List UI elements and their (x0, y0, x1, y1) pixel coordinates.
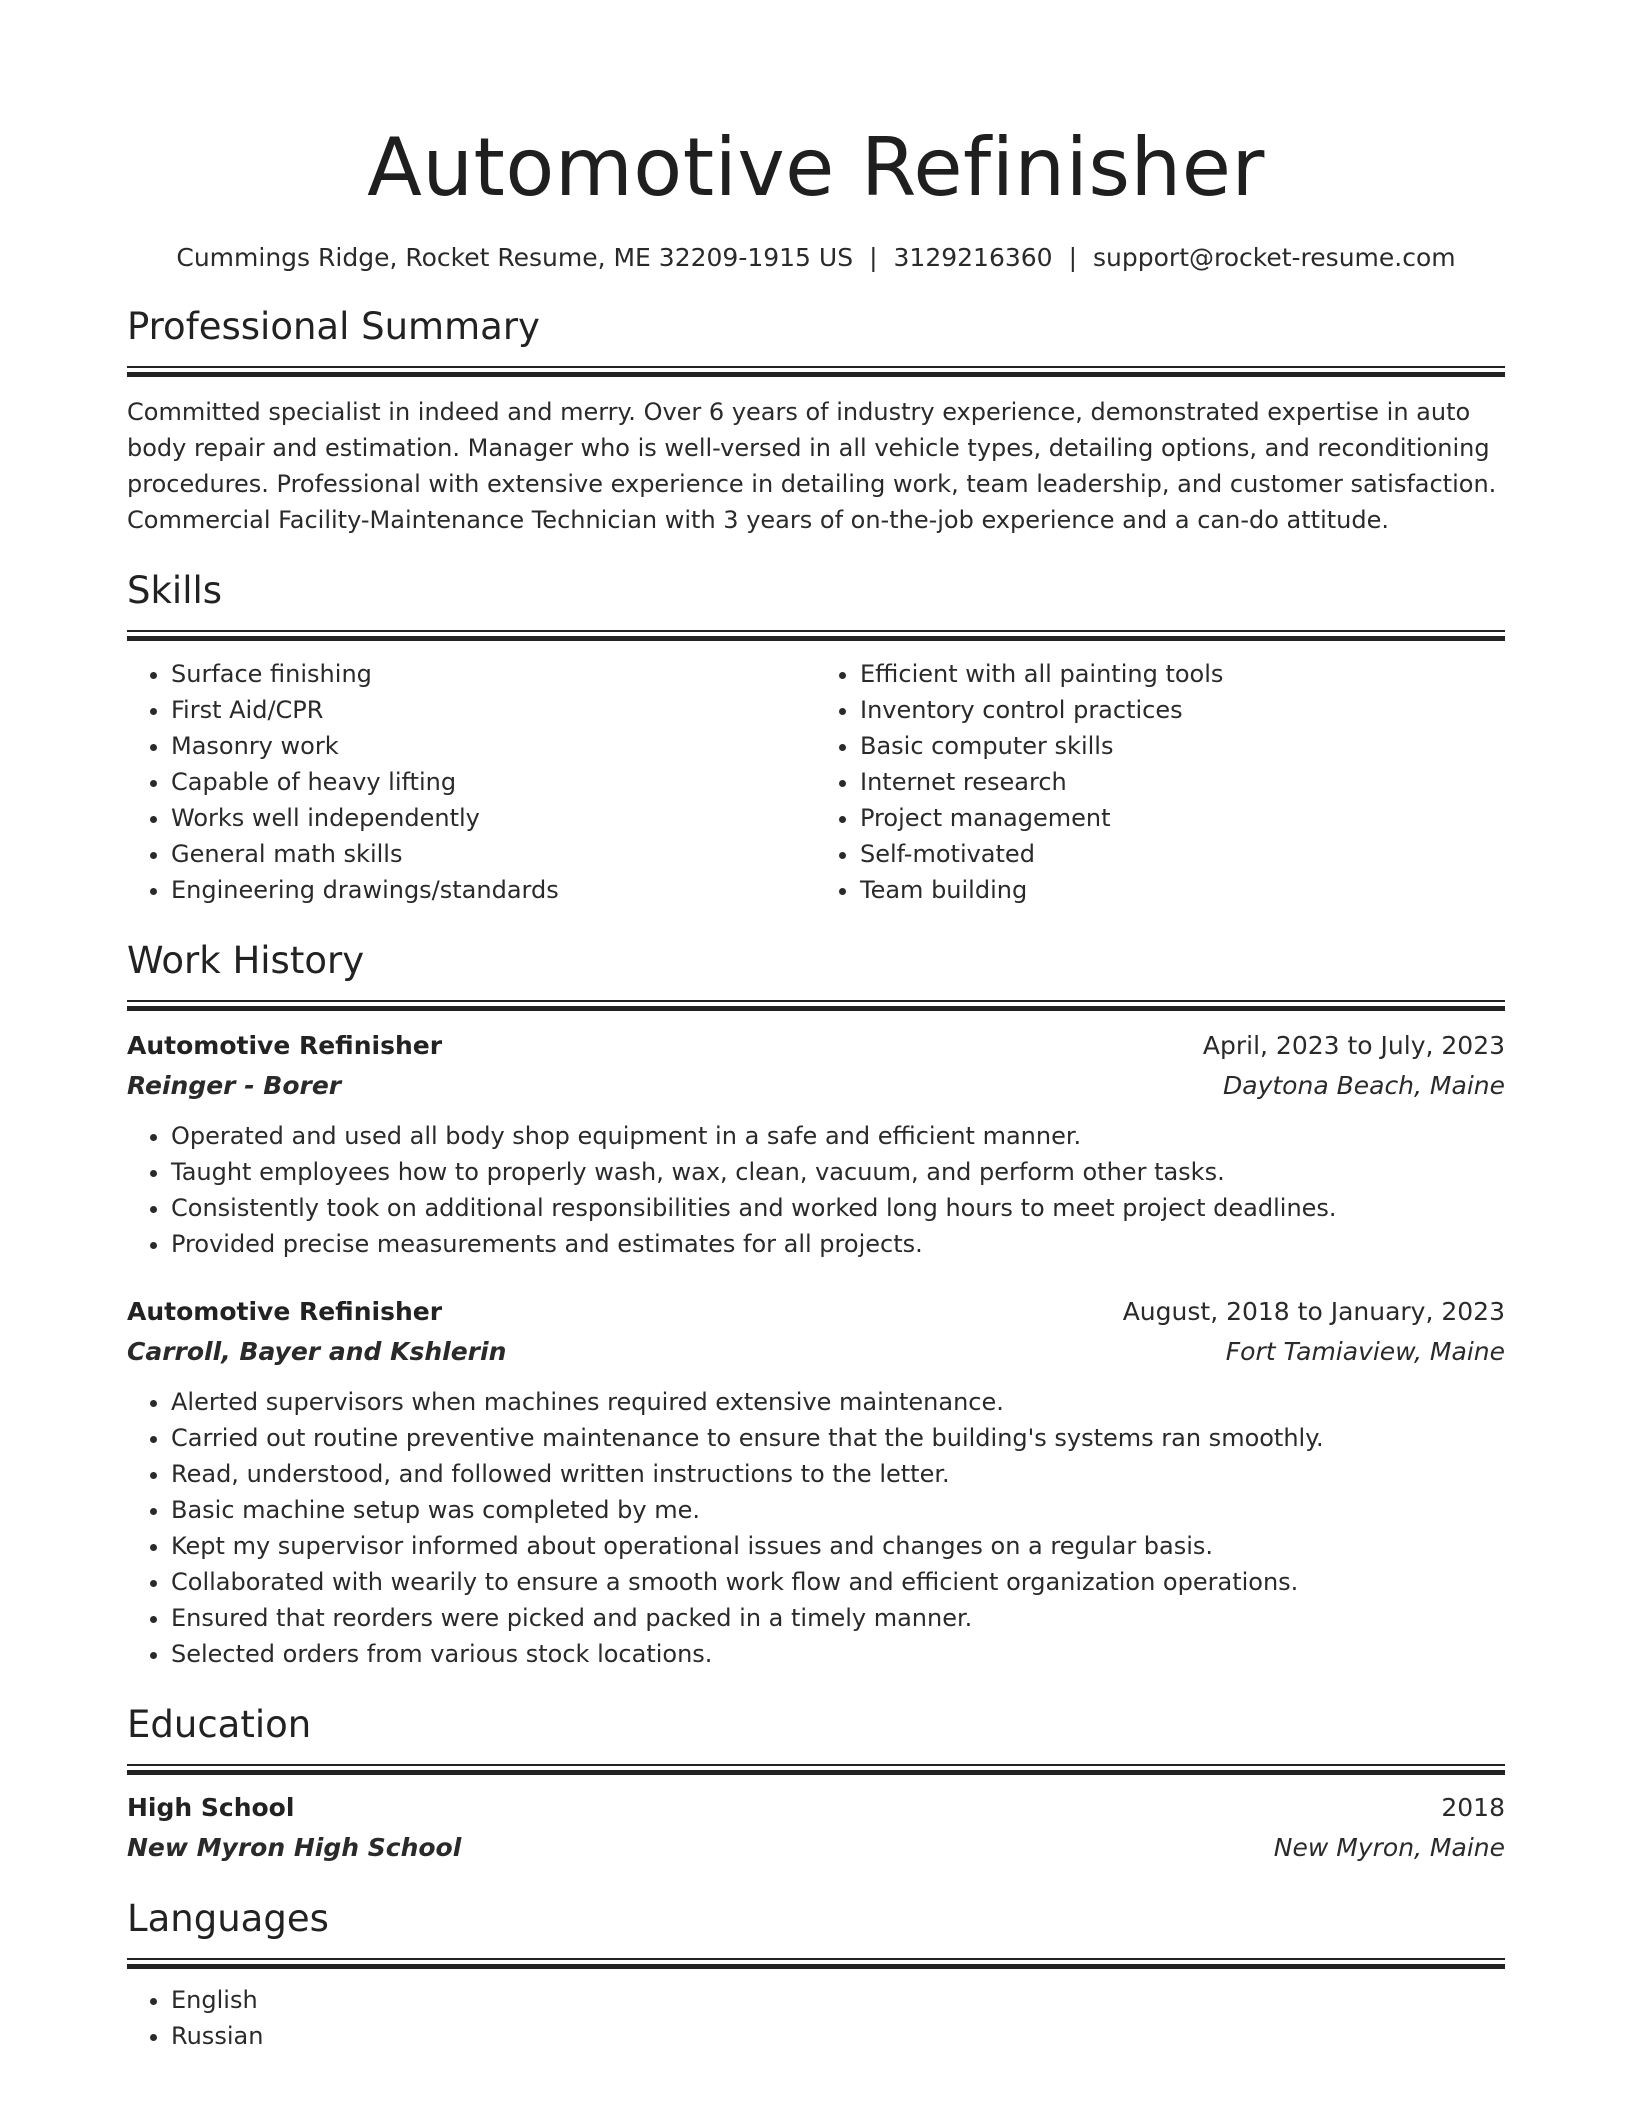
skills-section (127, 568, 1505, 908)
separator: | (869, 243, 878, 272)
skill-item: • Inventory control practices (860, 692, 1505, 728)
skill-item: • Capable of heavy lifting (171, 764, 816, 800)
section-title-skills: Skills (127, 569, 223, 612)
job-bullet: • Basic machine setup was completed by me. (171, 1492, 1505, 1528)
section-divider (127, 366, 1505, 376)
skill-item: • Masonry work (171, 728, 816, 764)
summary-text: Committed specialist in indeed and merry. Over 6 years of industry experience, demonstrated expertise in auto body repair and estimation. Manager who is well-versed in all vehicle types, detailing options, and reconditioning procedures. Professional with extensive experience in detailing work, team leadership, and customer satisfaction. Commercial Facility-Maintenance Technician with 3 years of on-the-job experience and a can-do attitude. (127, 398, 1497, 534)
school-name: New Myron High School (127, 1833, 462, 1862)
section-divider (127, 1764, 1505, 1774)
skill-item: • First Aid/CPR (171, 692, 816, 728)
job-bullet: • Operated and used all body shop equipment in a safe and efficient manner. (171, 1118, 1505, 1154)
job-company: Reinger - Borer (127, 1071, 342, 1100)
section-title-summary: Professional Summary (127, 305, 540, 348)
graduation-year: 2018 (1441, 1793, 1505, 1822)
job-location: Daytona Beach, Maine (1223, 1071, 1505, 1100)
skill-item: • General math skills (171, 836, 816, 872)
job-bullet: • Ensured that reorders were picked and packed in a timely manner. (171, 1600, 1505, 1636)
job-bullet: • Kept my supervisor informed about operational issues and changes on a regular basis. (171, 1528, 1505, 1564)
degree: High School (127, 1793, 295, 1822)
skill-item: • Self-motivated (860, 836, 1505, 872)
address: Cummings Ridge, Rocket Resume, ME 32209-1915 US (176, 243, 854, 272)
job-bullet: • Alerted supervisors when machines required extensive maintenance. (171, 1384, 1505, 1420)
section-divider (127, 1000, 1505, 1010)
contact-line (127, 242, 1505, 274)
skill-item: • Works well independently (171, 800, 816, 836)
separator: | (1068, 243, 1078, 272)
job-title: Automotive Refinisher (127, 1031, 443, 1060)
skill-item: • Project management (860, 800, 1505, 836)
job-bullet: • Provided precise measurements and estimates for all projects. (171, 1226, 1505, 1262)
skill-item: • Basic computer skills (860, 728, 1505, 764)
education-entry (127, 1788, 1505, 1868)
job-bullets (127, 1384, 1505, 1672)
languages-list (127, 1982, 1505, 2054)
work-section (127, 938, 1505, 1672)
section-divider (127, 1958, 1505, 1968)
section-divider (127, 630, 1505, 640)
language-item: • Russian (171, 2018, 1505, 2054)
section-title-education: Education (127, 1703, 312, 1746)
skills-left-list (127, 656, 816, 908)
school-location: New Myron, Maine (1273, 1833, 1505, 1862)
job-location: Fort Tamiaview, Maine (1225, 1337, 1505, 1366)
summary-section (127, 304, 1505, 538)
job-bullet: • Read, understood, and followed written instructions to the letter. (171, 1456, 1505, 1492)
skill-item: • Engineering drawings/standards (171, 872, 816, 908)
job-dates: August, 2018 to January, 2023 (1122, 1297, 1505, 1326)
education-section (127, 1702, 1505, 1868)
job-bullet: • Selected orders from various stock locations. (171, 1636, 1505, 1672)
skill-item: • Surface finishing (171, 656, 816, 692)
language-item: • English (171, 1982, 1505, 2018)
skills-right-list (816, 656, 1505, 908)
job-bullet: • Consistently took on additional responsibilities and worked long hours to meet project deadlines. (171, 1190, 1505, 1226)
section-title-work: Work History (127, 939, 365, 982)
job-bullet: • Collaborated with wearily to ensure a smooth work flow and efficient organization operations. (171, 1564, 1505, 1600)
job-bullet: • Carried out routine preventive maintenance to ensure that the building's systems ran smoothly. (171, 1420, 1505, 1456)
skills-columns (127, 656, 1505, 908)
skill-item: • Efficient with all painting tools (860, 656, 1505, 692)
languages-section (127, 1896, 1505, 2054)
resume-name: Automotive Refinisher (367, 121, 1265, 214)
job-bullets (127, 1118, 1505, 1262)
skill-item: • Internet research (860, 764, 1505, 800)
job-company: Carroll, Bayer and Kshlerin (127, 1337, 507, 1366)
job-bullet: • Taught employees how to properly wash, wax, clean, vacuum, and perform other tasks. (171, 1154, 1505, 1190)
job-dates: April, 2023 to July, 2023 (1202, 1031, 1505, 1060)
skill-item: • Team building (860, 872, 1505, 908)
job-title: Automotive Refinisher (127, 1297, 443, 1326)
job-entry (127, 1292, 1505, 1672)
job-entry (127, 1026, 1505, 1262)
email: support@rocket-resume.com (1093, 243, 1456, 272)
section-title-languages: Languages (127, 1897, 329, 1940)
phone: 3129216360 (893, 243, 1053, 272)
